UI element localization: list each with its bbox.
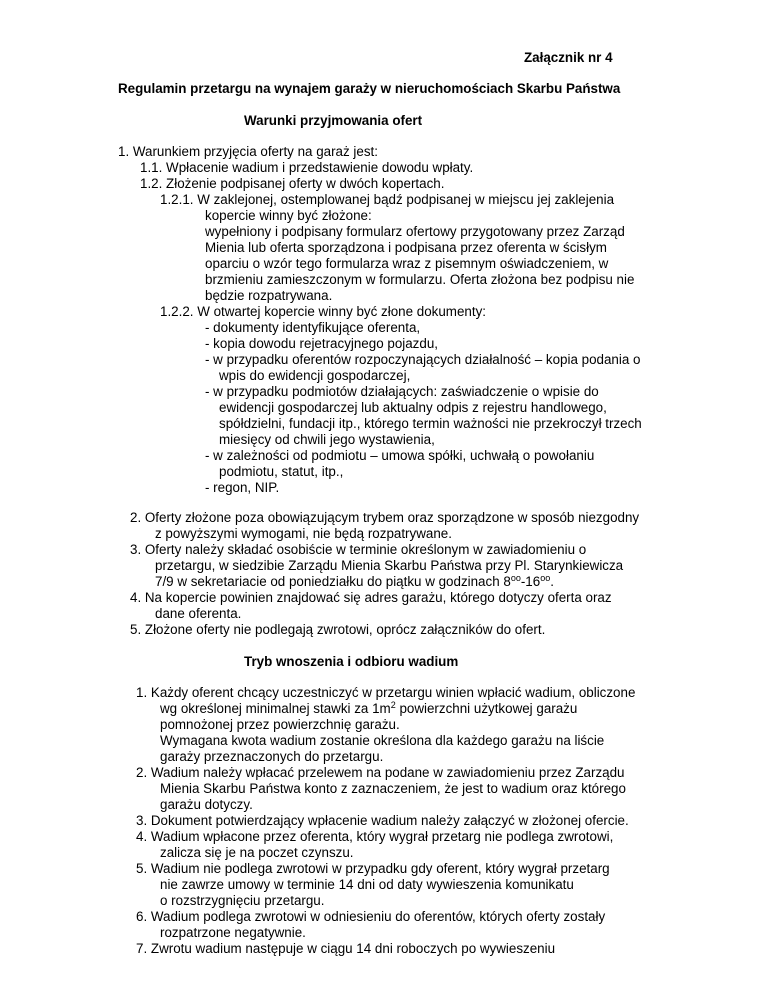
list-item-continuation: oparciu o wzór tego formularza wraz z pisemnym oświadczeniem, w: [205, 256, 609, 271]
list-item-continuation: dane oferenta.: [155, 606, 242, 621]
superscript: oo: [510, 573, 521, 583]
list-item-continuation: przetargu, w siedzibie Zarządu Mienia Skarbu Państwa przy Pl. Starynkiewicza: [155, 558, 624, 573]
list-item: 1. Każdy oferent chcący uczestniczyć w przetargu winien wpłacić wadium, obliczone: [136, 685, 636, 700]
section-heading-offer-conditions: Warunki przyjmowania ofert: [244, 113, 423, 128]
list-item: 7. Zwrotu wadium następuje w ciągu 14 dni roboczych po wywieszeniu: [136, 941, 556, 956]
list-item-continuation: zalicza się je na poczet czynszu.: [160, 845, 354, 860]
list-item-continuation: ewidencji gospodarczej lub aktualny odpis z rejestru handlowego,: [219, 400, 607, 415]
list-item-continuation: Wymagana kwota wadium zostanie określona dla każdego garażu na liście: [160, 733, 605, 748]
list-item: 3. Dokument potwierdzający wpłacenie wadium należy załączyć w złożonej ofercie.: [136, 813, 629, 828]
hours-text: .: [550, 574, 554, 589]
superscript: 2: [390, 700, 396, 710]
list-item-continuation: - w zależności od podmiotu – umowa spółki, uchwałą o powołaniu: [205, 448, 595, 463]
list-item-continuation: - kopia dowodu rejetracyjnego pojazdu,: [205, 336, 438, 351]
deposit-rate-text: wg określonej minimalnej stawki za 1m: [160, 701, 391, 716]
list-item-continuation: [160, 701, 577, 717]
list-item: 4. Na kopercie powinien znajdować się adres garażu, którego dotyczy oferta oraz: [130, 590, 612, 605]
list-item-continuation: - regon, NIP.: [205, 480, 280, 495]
list-item-continuation: Mienia lub oferta sporządzona i podpisana przez oferenta w ścisłym: [205, 240, 607, 255]
list-item: 3. Oferty należy składać osobiście w terminie określonym w zawiadomieniu o: [130, 542, 587, 557]
list-item-continuation: wpis do ewidencji gospodarczej,: [219, 368, 411, 383]
list-item-continuation: rozpatrzone negatywnie.: [160, 925, 306, 940]
list-item-continuation: garaży przeznaczonych do przetargu.: [160, 749, 384, 764]
document-title: Regulamin przetargu na wynajem garaży w nieruchomościach Skarbu Państwa: [118, 81, 621, 96]
superscript: oo: [540, 573, 551, 583]
section-heading-deposit: Tryb wnoszenia i odbioru wadium: [244, 654, 459, 669]
list-item: 4. Wadium wpłacone przez oferenta, który wygrał przetarg nie podlega zwrotowi,: [136, 829, 614, 844]
list-item-continuation: pomnożonej przez powierzchnię garażu.: [160, 717, 400, 732]
list-item: 5. Złożone oferty nie podlegają zwrotowi, oprócz załączników do ofert.: [130, 622, 546, 637]
list-item-continuation: garażu dotyczy.: [160, 797, 253, 812]
list-item-continuation: o rozstrzygnięciu przetargu.: [160, 893, 325, 908]
list-item-continuation: będzie rozpatrywana.: [205, 288, 333, 303]
list-item-continuation: wypełniony i podpisany formularz ofertowy przygotowany przez Zarząd: [205, 224, 625, 239]
list-item: 1. Warunkiem przyjęcia oferty na garaż jest:: [118, 144, 378, 159]
list-item: 5. Wadium nie podlega zwrotowi w przypadku gdy oferent, który wygrał przetarg: [136, 861, 610, 876]
list-item-continuation: - dokumenty identyfikujące oferenta,: [205, 320, 421, 335]
list-item-continuation: brzmieniu zamieszczonym w formularzu. Oferta złożona bez podpisu nie: [205, 272, 635, 287]
list-item: 1.1. Wpłacenie wadium i przedstawienie dowodu wpłaty.: [140, 160, 474, 175]
list-item-continuation: - w przypadku oferentów rozpoczynających działalność – kopia podania o: [205, 352, 641, 367]
list-item: 1.2. Złożenie podpisanej oferty w dwóch kopertach.: [140, 176, 445, 191]
list-item: 6. Wadium podlega zwrotowi w odniesieniu do oferentów, których oferty zostały: [136, 909, 606, 924]
list-item-continuation: - w przypadku podmiotów działających: zaświadczenie o wpisie do: [205, 384, 599, 399]
list-item-continuation: spółdzielni, fundacji itp., którego termin ważności nie przekroczył trzech: [219, 416, 642, 431]
list-item-continuation: miesięcy od chwili jego wystawienia,: [219, 432, 435, 447]
hours-text: 7/9 w sekretariacie od poniedziałku do piątku w godzinach 8: [155, 574, 511, 589]
list-item-continuation: nie zawrze umowy w terminie 14 dni od daty wywieszenia komunikatu: [160, 877, 574, 892]
list-item-continuation: z powyższymi wymogami, nie będą rozpatrywane.: [155, 526, 452, 541]
list-item: 1.2.2. W otwartej kopercie winny być złone dokumenty:: [160, 304, 486, 319]
list-item: 2. Wadium należy wpłacać przelewem na podane w zawiadomieniu przez Zarządu: [136, 765, 625, 780]
list-item: 2. Oferty złożone poza obowiązującym trybem oraz sporządzone w sposób niezgodny: [130, 510, 640, 525]
list-item-continuation: kopercie winny być złożone:: [205, 208, 372, 223]
list-item: 1.2.1. W zaklejonej, ostemplowanej bądź podpisanej w miejscu jej zaklejenia: [160, 192, 615, 207]
hours-text: -16: [520, 574, 541, 589]
list-item-continuation: Mienia Skarbu Państwa konto z zaznaczeniem, że jest to wadium oraz którego: [160, 781, 626, 796]
deposit-rate-text: powierzchni użytkowej garażu: [395, 701, 578, 716]
annex-label: Załącznik nr 4: [524, 50, 613, 65]
list-item-continuation: podmiotu, statut, itp.,: [219, 464, 344, 479]
list-item-continuation: [155, 574, 554, 590]
